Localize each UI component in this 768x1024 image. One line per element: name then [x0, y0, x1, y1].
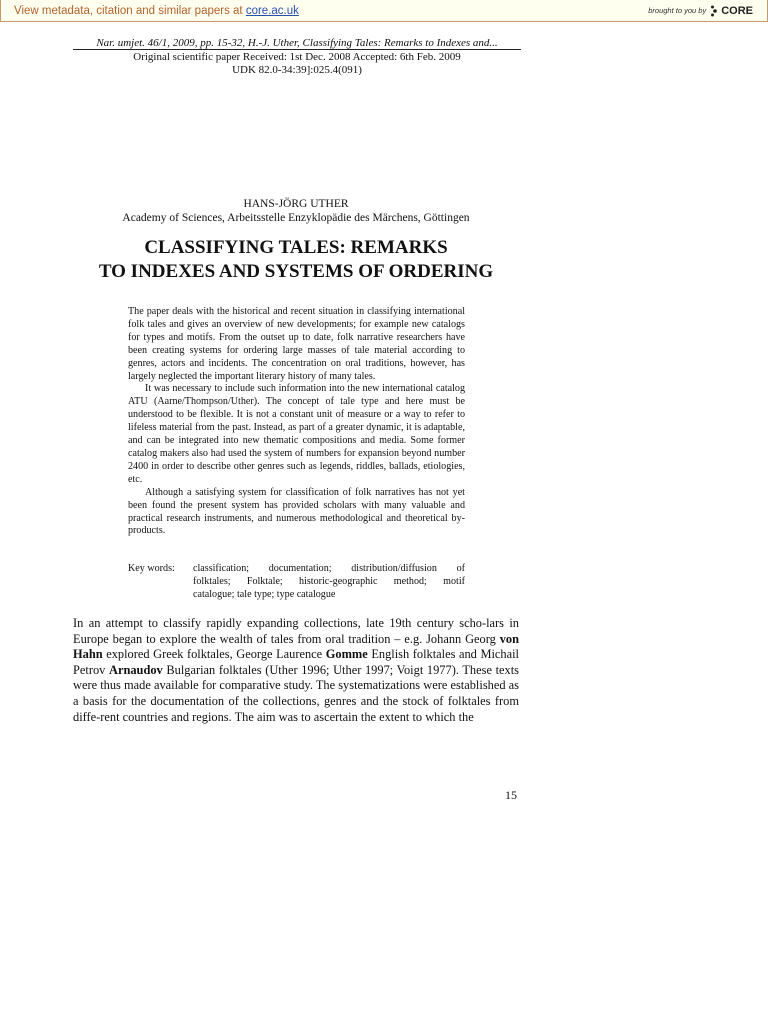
- keywords-text-2: folktales; Folktale; historic-geographic method; motif: [193, 575, 465, 587]
- body-paragraph: [73, 616, 519, 725]
- paper-info: Original scientific paper Received: 1st Dec. 2008 Accepted: 6th Feb. 2009: [133, 51, 461, 63]
- core-link[interactable]: core.ac.uk: [245, 4, 299, 17]
- author-name: HANS-JÖRG UTHER: [243, 198, 349, 210]
- core-banner-prefix: View metadata, citation and similar papers at: [14, 4, 246, 17]
- keywords-text-3: catalogue; tale type; type catalogue: [193, 588, 336, 600]
- paper-title-line-2: TO INDEXES AND SYSTEMS OF ORDERING: [98, 261, 494, 282]
- core-logo[interactable]: [710, 5, 753, 17]
- core-branding[interactable]: [648, 5, 767, 17]
- abstract-paragraph-3: Although a satisfying system for classification of folk narratives has not yet been found the present system has provided scholars with many valuable and practical research instruments, and numerous methodological and theoretical by-products.: [128, 486, 465, 537]
- author-reference-arnaudov: Arnaudov: [109, 662, 163, 677]
- author-reference-von-hahn: von Hahn: [73, 631, 519, 662]
- body-text-segment: English folktales and Michail Petrov: [73, 647, 519, 677]
- body-text-segment: In an attempt to classify rapidly expanding collections, late 19th century scho-lars in Europe began to explore the wealth of tales from oral tradition – e.g. Johann Georg: [73, 616, 519, 646]
- keywords-text-1: classification; documentation; distribution/diffusion of: [193, 563, 465, 574]
- author-reference-gomme: Gomme: [325, 647, 368, 662]
- core-logo-icon: [710, 5, 719, 17]
- header-rule: [73, 49, 521, 50]
- author-affiliation: Academy of Sciences, Arbeitsstelle Enzyklopädie des Märchens, Göttingen: [122, 212, 470, 224]
- core-banner: [0, 0, 768, 22]
- abstract: [128, 306, 465, 538]
- paper-title-line-1: CLASSIFYING TALES: REMARKS: [144, 237, 448, 258]
- keywords-line-1: [128, 563, 465, 576]
- abstract-paragraph-1: The paper deals with the historical and recent situation in classifying international folk tales and gives an overview of new developments; for example new catalogs for types and motifs. From the outset up to date, folk narrative researchers have been creating systems for ordering large masses of tale material according to genres, actors and incidents. The concentration on oral traditions, however, has largely neglected the important literary history of many tales.: [128, 306, 465, 382]
- abstract-paragraph-2: It was necessary to include such information into the new international catalog ATU (Aarne/Thompson/Uther). The concept of tale type and here must be understood to be flexible. It is not a constant unit of measure or a way to refer to lifeless material from the past. Instead, as part of a greater dynamic, it is adaptable, and can be integrated into new thematic compositions and media. Some former catalog makers also had used the system of numbers for expansion beyond number 2400 in order to describe other genres such as legends, riddles, ballads, etiologies, etc.: [128, 383, 465, 485]
- core-logo-text: CORE: [721, 4, 753, 17]
- page-number: 15: [505, 788, 517, 802]
- keywords-label: Key words:: [128, 563, 175, 574]
- udk-code: UDK 82.0-34:39]:025.4(091): [232, 64, 362, 76]
- journal-citation: Nar. umjet. 46/1, 2009, pp. 15-32, H.-J. Uther, Classifying Tales: Remarks to Indexes and...: [96, 37, 498, 49]
- core-banner-text: [1, 5, 299, 17]
- body-text-segment: Bulgarian folktales (Uther 1996; Uther 1997; Voigt 1977). These texts were thus made available for comparative study. The systematizations were established as a basis for the documentation of the collections, genres and the stock of folktales from diffe-rent countries and regions. The aim was to ascertain the extent to which the: [73, 662, 520, 724]
- body-text-segment: explored Greek folktales, George Laurence: [102, 647, 326, 662]
- brought-to-you-label: brought to you by: [648, 6, 707, 15]
- keywords: [128, 563, 465, 602]
